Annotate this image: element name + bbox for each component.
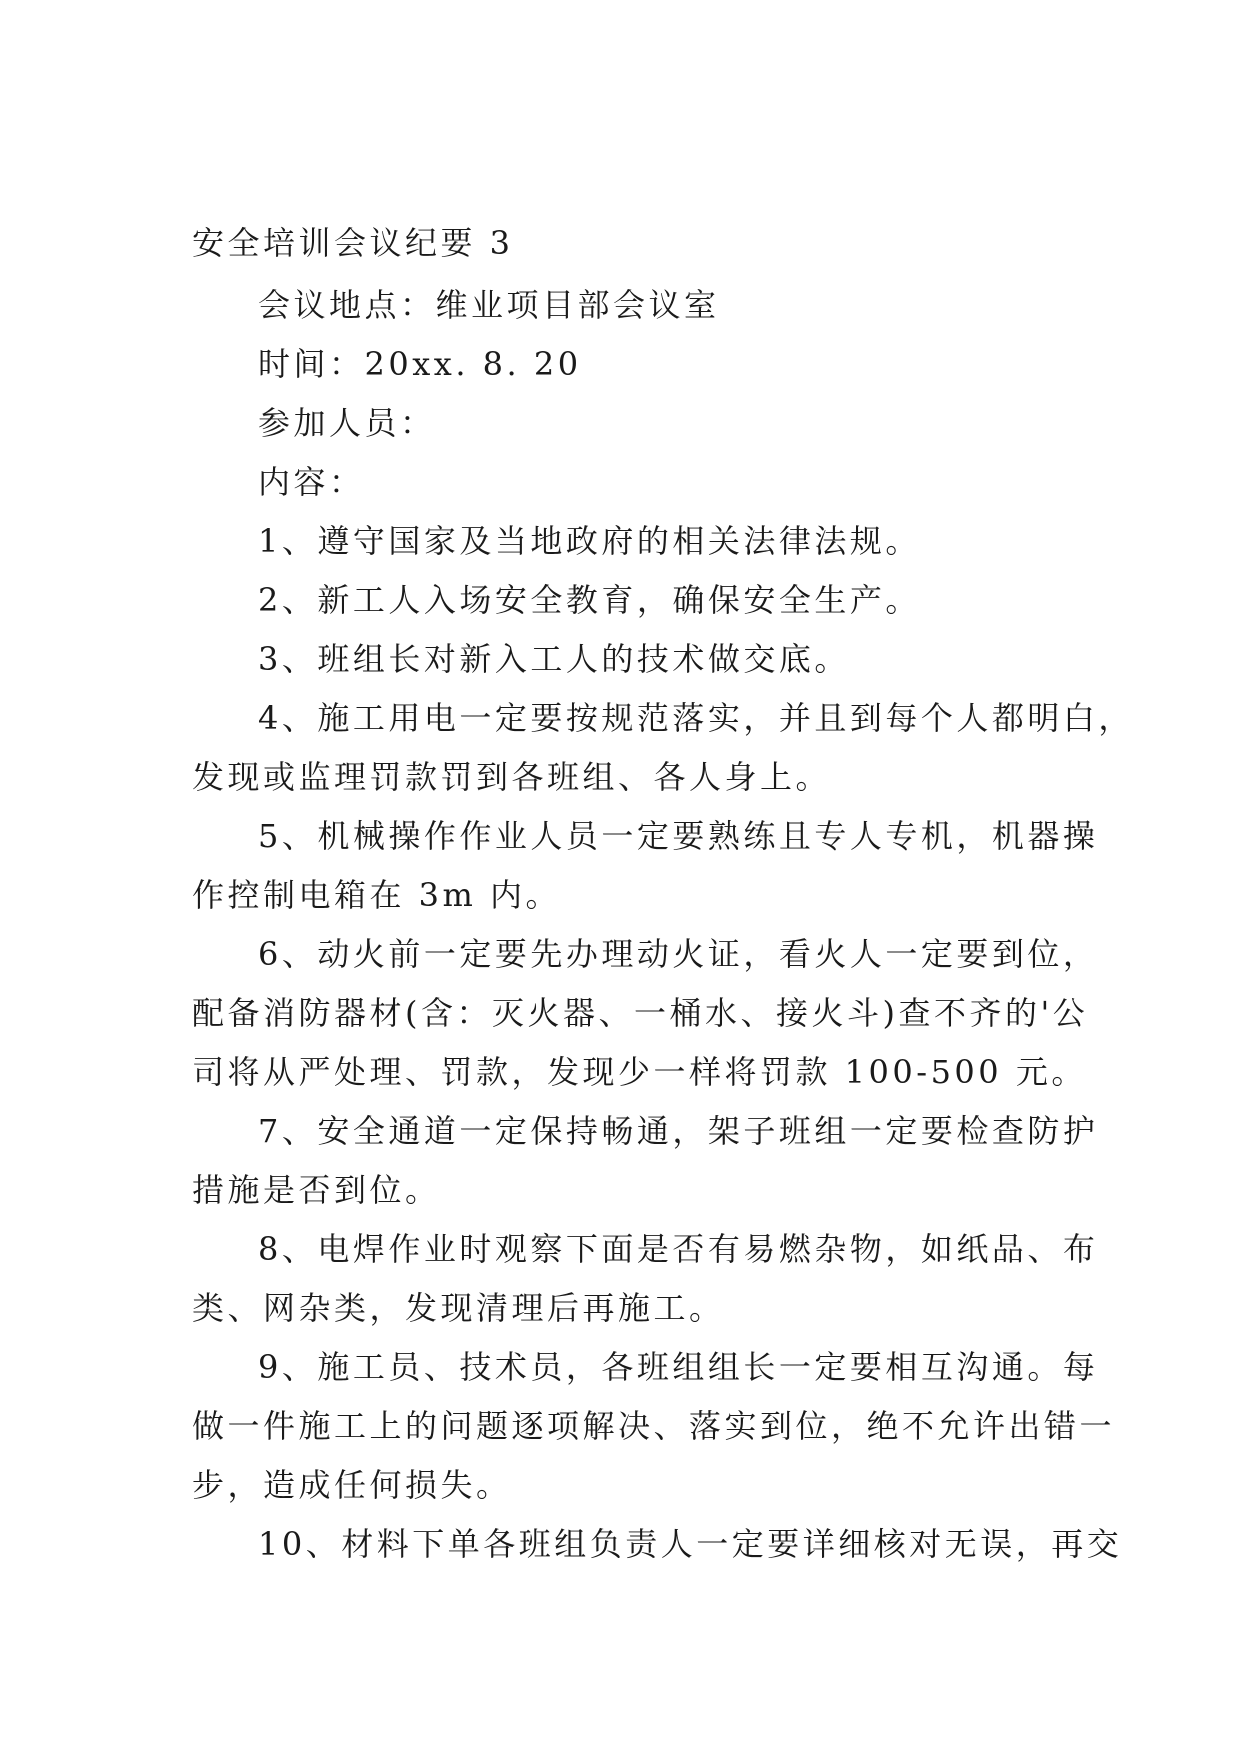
item-line: 步，造成任何损失。 bbox=[192, 1466, 512, 1504]
item-line: 6、动火前一定要先办理动火证，看火人一定要到位， bbox=[258, 935, 1099, 973]
item-4 bbox=[192, 689, 1134, 807]
content-label: 内容： bbox=[258, 463, 365, 501]
item-line: 司将从严处理、罚款，发现少一样将罚款 100-500 元。 bbox=[192, 1053, 1087, 1091]
item-2 bbox=[192, 571, 1072, 630]
item-line: 9、施工员、技术员，各班组组长一定要相互沟通。每 bbox=[258, 1348, 1099, 1386]
item-line: 做一件施工上的问题逐项解决、落实到位，绝不允许出错一 bbox=[192, 1407, 1116, 1445]
item-line: 5、机械操作作业人员一定要熟练且专人专机，机器操 bbox=[258, 817, 1099, 855]
item-10 bbox=[192, 1515, 1123, 1574]
item-9 bbox=[192, 1338, 1116, 1515]
item-line: 发现或监理罚款罚到各班组、各人身上。 bbox=[192, 758, 832, 796]
item-line: 8、电焊作业时观察下面是否有易燃杂物，如纸品、布 bbox=[258, 1230, 1099, 1268]
document-title: 安全培训会议纪要 3 bbox=[192, 224, 514, 262]
meeting-location: 会议地点：维业项目部会议室 bbox=[258, 286, 720, 324]
item-line: 4、施工用电一定要按规范落实，并且到每个人都明白， bbox=[258, 699, 1134, 737]
item-5 bbox=[192, 807, 1099, 925]
item-7 bbox=[192, 1102, 1099, 1220]
item-line: 措施是否到位。 bbox=[192, 1171, 441, 1209]
item-6 bbox=[192, 925, 1099, 1102]
item-line: 7、安全通道一定保持畅通，架子班组一定要检查防护 bbox=[258, 1112, 1099, 1150]
meeting-time: 时间：20xx. 8. 20 bbox=[258, 345, 582, 383]
item-1 bbox=[192, 512, 1072, 571]
item-line: 类、网杂类，发现清理后再施工。 bbox=[192, 1289, 725, 1327]
item-3 bbox=[192, 630, 1072, 689]
item-line: 2、新工人入场安全教育，确保安全生产。 bbox=[258, 581, 921, 619]
item-line: 作控制电箱在 3m 内。 bbox=[192, 876, 562, 914]
item-line: 配备消防器材(含：灭火器、一桶水、接火斗)查不齐的'公 bbox=[192, 994, 1089, 1032]
meeting-attendees: 参加人员： bbox=[258, 404, 436, 442]
document-body bbox=[192, 214, 1134, 1574]
item-line: 10、材料下单各班组负责人一定要详细核对无误，再交 bbox=[258, 1525, 1123, 1563]
item-8 bbox=[192, 1220, 1099, 1338]
item-line: 1、遵守国家及当地政府的相关法律法规。 bbox=[258, 522, 921, 560]
item-line: 3、班组长对新入工人的技术做交底。 bbox=[258, 640, 850, 678]
